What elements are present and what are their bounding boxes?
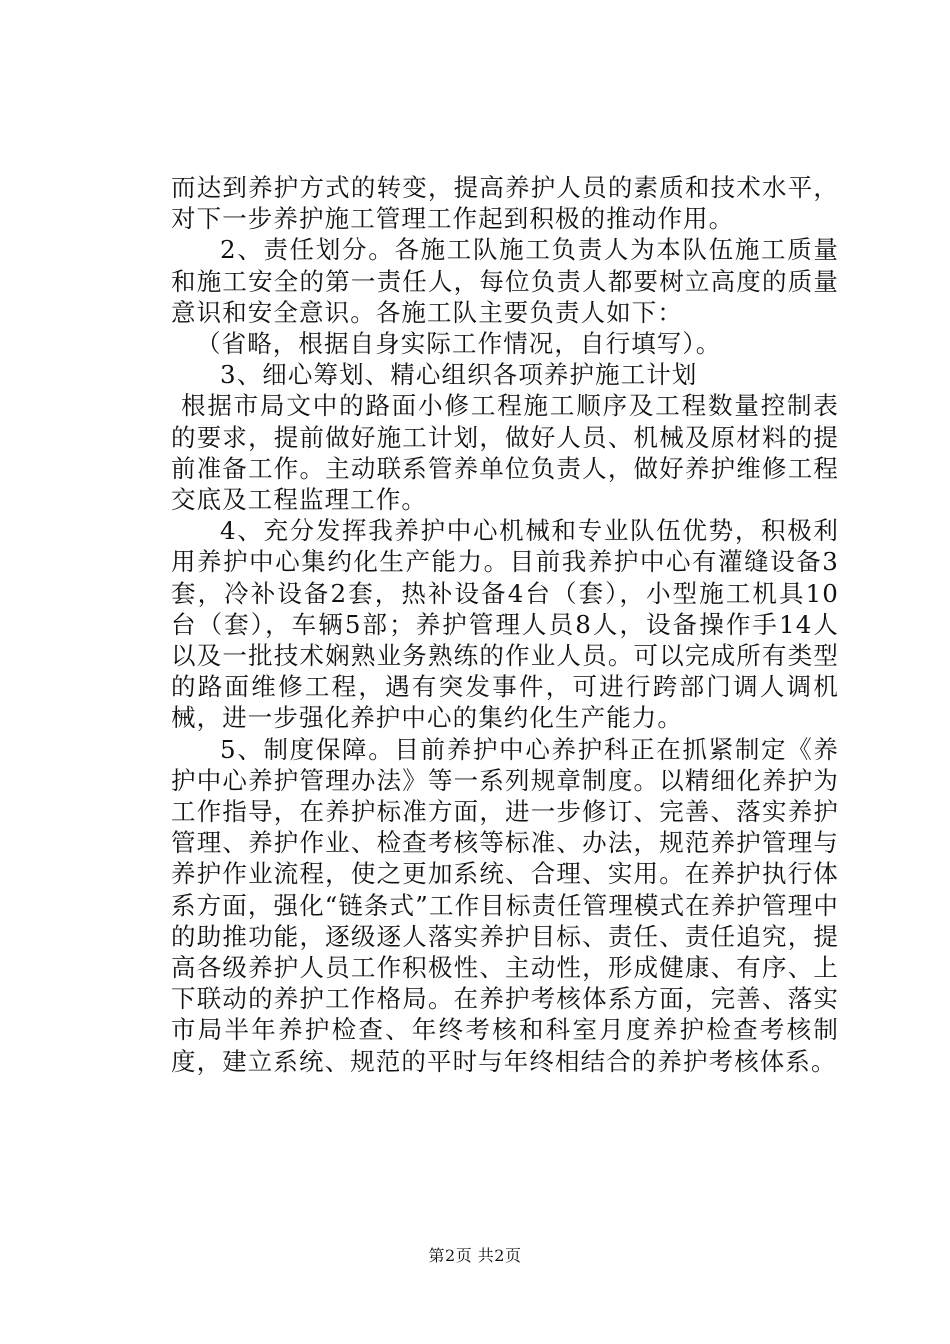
paragraph-machinery: 4、充分发挥我养护中心机械和专业队伍优势，积极利用养护中心集约化生产能力。目前我养护中心有灌缝设备3套，冷补设备2套，热补设备4台（套），小型施工机具10台（套），车辆5部；养护管理人员8人，设备操作手14人以及一批技术娴熟业务熟练的作业人员。可以完成所有类型的路面维修工程，遇有突发事件，可进行跨部门调人调机械，进一步强化养护中心的集约化生产能力。 (171, 516, 839, 733)
paragraph-planning: 根据市局文中的路面小修工程施工顺序及工程数量控制表的要求，提前做好施工计划，做好人员、机械及原材料的提前准备工作。主动联系管养单位负责人，做好养护维修工程交底及工程监理工作。 (171, 391, 839, 515)
paragraph-institutional: 5、制度保障。目前养护中心养护科正在抓紧制定《养护中心养护管理办法》等一系列规章制度。以精细化养护为工作指导，在养护标准方面，进一步修订、完善、落实养护管理、养护作业、检查考核等标准、办法，规范养护管理与养护作业流程，使之更加系统、合理、实用。在养护执行体系方面，强化“链条式”工作目标责任管理模式在养护管理中的助推功能，逐级逐人落实养护目标、责任、责任追究，提高各级养护人员工作积极性、主动性，形成健康、有序、上下联动的养护工作格局。在养护考核体系方面，完善、落实市局半年养护检查、年终考核和科室月度养护检查考核制度，建立系统、规范的平时与年终相结合的养护考核体系。 (171, 734, 839, 1076)
paragraph-omitted-note: （省略，根据自身实际工作情况，自行填写）。 (196, 329, 722, 359)
page-number-footer: 第2页 共2页 (428, 1246, 522, 1265)
paragraph-responsibility: 2、责任划分。各施工队施工负责人为本队伍施工质量和施工安全的第一责任人，每位负责人都要树立高度的质量意识和安全意识。各施工队主要负责人如下： (171, 235, 839, 327)
paragraph-heading-planning: 3、细心筹划、精心组织各项养护施工计划 (220, 360, 698, 390)
paragraph-continuation: 而达到养护方式的转变，提高养护人员的素质和技术水平，对下一步养护施工管理工作起到积极的推动作用。 (171, 173, 839, 234)
document-body (171, 172, 839, 1077)
